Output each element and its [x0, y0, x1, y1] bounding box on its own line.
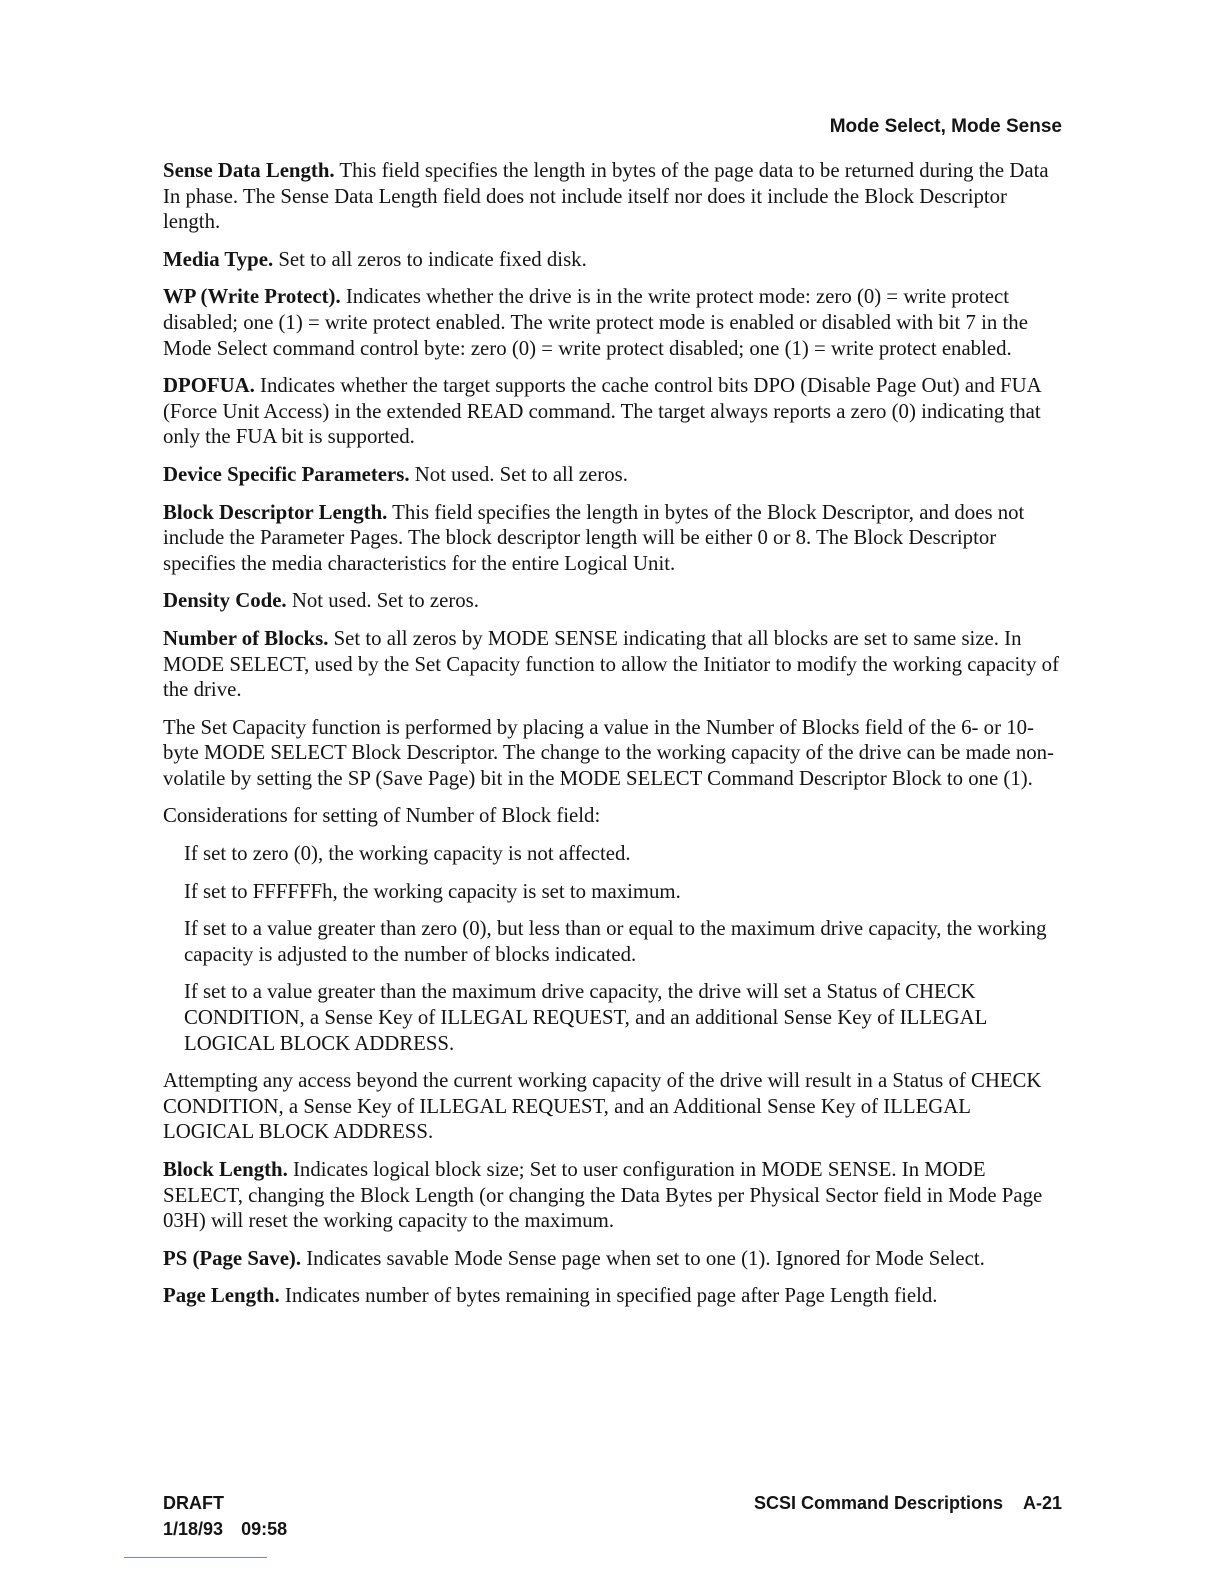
desc-density-code: Not used. Set to zeros. [286, 589, 479, 613]
para-dpofua [163, 373, 1063, 450]
para-density-code [163, 588, 1063, 614]
term-dpofua: DPOFUA. [163, 374, 255, 398]
para-page-length [163, 1283, 1063, 1309]
para-media-type [163, 247, 1063, 273]
footer-time: 09:58 [241, 1519, 288, 1539]
para-block-descriptor-length [163, 500, 1063, 577]
term-sense-data-length: Sense Data Length. [163, 159, 335, 182]
para-number-of-blocks [163, 626, 1063, 703]
para-considerations: Considerations for setting of Number of Block field: [163, 804, 601, 828]
footer-section-info [754, 1490, 1062, 1516]
consideration-item: If set to a value greater than zero (0), but less than or equal to the maximum drive capacity, the working capacity is adjusted to the number of blocks indicated. [184, 917, 1047, 966]
para-attempting: Attempting any access beyond the current working capacity of the drive will result in a Status of CHECK CONDITION, a Sense Key of ILLEGAL REQUEST, and an Additional Sense Key of ILLEGAL LOGICAL BLOCK ADDRESS. [163, 1069, 1042, 1144]
desc-page-save: Indicates savable Mode Sense page when set to one (1). Ignored for Mode Select. [301, 1246, 985, 1270]
desc-block-descriptor-length: This field specifies the length in bytes of the Block Descriptor, and does not include the Parameter Pages. The block descriptor length will be either 0 or 8. The Block Descriptor specifies the media characteristics for the entire Logical Unit. [163, 500, 1025, 575]
desc-block-length: Indicates logical block size; Set to user configuration in MODE SENSE. In MODE SELECT, changing the Block Length (or changing the Data Bytes per Physical Sector field in Mode Page 03H) will reset the working capacity to the maximum. [163, 1158, 1043, 1233]
consideration-item: If set to zero (0), the working capacity is not affected. [184, 842, 631, 866]
desc-dpofua: Indicates whether the target supports the cache control bits DPO (Disable Page Out) and FUA (Force Unit Access) in the extended READ command. The target always reports a zero (0) indicating that only the FUA bit is supported. [163, 374, 1041, 449]
para-set-capacity: The Set Capacity function is performed by placing a value in the Number of Blocks field of the 6- or 10-byte MODE SELECT Block Descriptor. The change to the working capacity of the drive can be made non-volatile by setting the SP (Save Page) bit in the MODE SELECT Command Descriptor Block to one (1). [163, 715, 1054, 790]
para-device-specific [163, 462, 1063, 488]
consideration-item: If set to FFFFFFh, the working capacity is set to maximum. [184, 879, 681, 903]
bottom-rule-divider [124, 1557, 267, 1558]
desc-number-of-blocks: Set to all zeros by MODE SENSE indicating that all blocks are set to same size. In MODE SELECT, used by the Set Capacity function to allow the Initiator to modify the working capacity of the drive. [163, 626, 1060, 702]
term-page-save: PS (Page Save). [163, 1246, 302, 1270]
para-page-save [163, 1246, 1063, 1272]
footer-draft-label: DRAFT [163, 1493, 224, 1513]
desc-write-protect: Indicates whether the drive is in the write protect mode: zero (0) = write protect disabled; one (1) = write protect enabled. The write protect mode is enabled or disabled with bit 7 in the Mode Select command control byte: zero (0) = write protect disabled; one (1) = write protect enabled. [163, 285, 1028, 360]
term-block-length: Block Length. [163, 1158, 288, 1181]
desc-sense-data-length: This field specifies the length in bytes of the page data to be returned during the Data In phase. The Sense Data Length field does not include itself nor does it include the Block Descriptor length. [163, 159, 1049, 234]
term-density-code: Density Code. [163, 589, 287, 613]
term-block-descriptor-length: Block Descriptor Length. [163, 500, 388, 524]
desc-device-specific: Not used. Set to all zeros. [409, 462, 628, 486]
term-media-type: Media Type. [163, 247, 274, 271]
para-write-protect [163, 284, 1063, 361]
consideration-item: If set to a value greater than the maximum drive capacity, the drive will set a Status of CHECK CONDITION, a Sense Key of ILLEGAL REQUEST, and an additional Sense Key of ILLEGAL LOGICAL BLOCK ADDRESS. [184, 980, 987, 1055]
term-page-length: Page Length. [163, 1284, 280, 1308]
desc-media-type: Set to all zeros to indicate fixed disk. [273, 247, 587, 271]
para-sense-data-length [163, 158, 1063, 235]
footer-draft-info [163, 1490, 287, 1542]
desc-page-length: Indicates number of bytes remaining in specified page after Page Length field. [279, 1284, 938, 1308]
footer-date-line [163, 1516, 287, 1542]
document-body [163, 158, 1063, 1321]
term-number-of-blocks: Number of Blocks. [163, 626, 329, 650]
footer-page-number: A-21 [1022, 1493, 1062, 1513]
page-header: Mode Select, Mode Sense [829, 116, 1062, 137]
term-device-specific: Device Specific Parameters. [163, 462, 410, 486]
term-write-protect: WP (Write Protect). [163, 285, 341, 309]
footer-section-title: SCSI Command Descriptions [753, 1493, 1003, 1513]
para-block-length [163, 1157, 1063, 1234]
footer-date: 1/18/93 [163, 1519, 224, 1539]
